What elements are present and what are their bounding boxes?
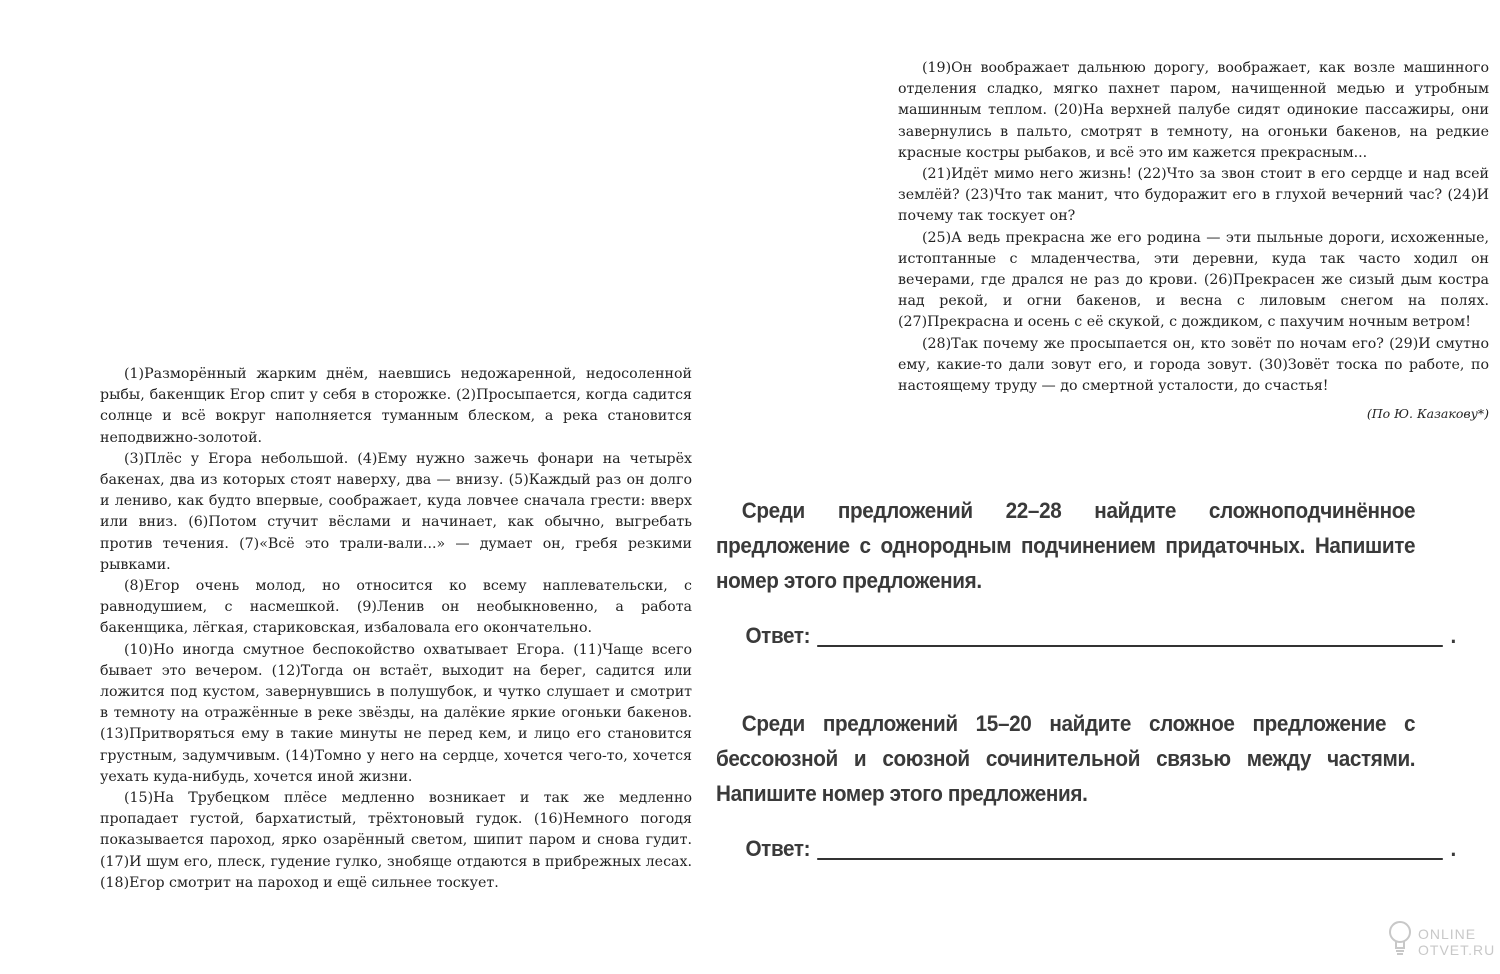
task-question: Среди предложений 22–28 найдите сложноподчинённое предложение с однородным подчинением придаточных. Напишите номер этого предложения. [716,498,1416,593]
answer-end-mark: . [1450,836,1456,861]
paragraph: (15)На Трубецком плёсе медленно возникает и так же медленно пропадает густой, бархатистый, трёхтоновый гудок. (16)Немного погодя показывается пароход, ярко озарённый светом, шипит паром и снова гудит. (17)И шум его, плеск, гудение гулко, знобяще отдаются в прибрежных лесах. (18)Егор смотрит на пароход и ещё сильнее тоскует. [100,790,692,891]
answer-row [745,831,1456,866]
paragraph: (19)Он воображает дальнюю дорогу, воображает, как возле машинного отделения сладко, мягко пахнет паром, начищенной медью и утробным машинным теплом. (20)На верхней палубе сидят одинокие пассажиры, они завернулись в пальто, смотрят в темноту, на огоньки бакенов, на редкие красные костры рыбаков, и всё это им кажется прекрасным... [898,60,1489,161]
paragraph: (25)А ведь прекрасна же его родина — эти пыльные дороги, исхоженные, истоптанные с младенчества, эти деревни, куда так часто ходил он вечерами, где дрался не раз до крови. (26)Прекрасен же сизый дым костра над рекой, и огни бакенов, и весна с лиловым снегом на полях. (27)Прекрасна и осень с её скукой, с дождиком, с пахучим ночным ветром! [898,229,1489,331]
answer-label: Ответ: [745,623,811,648]
source-attribution: (По Ю. Казакову*) [1366,406,1489,422]
left-text-column [100,364,692,894]
task-question: Среди предложений 15–20 найдите сложное предложение с бессоюзной и союзной сочинительной связью между частями. Напишите номер этого предложения. [716,711,1416,806]
watermark-line-1: ONLINE [1418,925,1477,942]
answer-field[interactable] [818,836,1444,860]
task-block-1 [716,493,1456,653]
paragraph: (10)Но иногда смутное беспокойство охватывает Егора. (11)Чаще всего бывает это вечером. (12)Тогда он встаёт, выходит на берег, садится или ложится под кустом, завернувшись в полушубок, и чутко слушает и смотрит в темноту на отражённые в реке звёзды, на далёкие яркие огоньки бакенов. (13)Притворяться ему в такие минуты не перед кем, и лицо его становится грустным, задумчивым. (14)Томно у него на сердце, хочется чего-то, хочется уехать куда-нибудь, хочется иной жизни. [100,641,692,785]
answer-end-mark: . [1450,623,1456,648]
task-block-2 [716,706,1456,866]
watermark-text [1418,926,1495,958]
watermark-line-2: OTVET.RU [1418,941,1496,958]
lightbulb-icon [1388,920,1412,963]
paragraph: (8)Егор очень молод, но относится ко всему наплевательски, с равнодушием, с насмешкой. (9)Ленив он необыкновенно, а работа бакенщика, лёгкая, стариковская, избаловала его окончательно. [100,578,692,637]
paragraph: (28)Так почему же просыпается он, кто зовёт по ночам его? (29)И смутно ему, какие-то дали зовут его, и города зовут. (30)Зовёт тоска по работе, по настоящему труду — до смертной усталости, до счастья! [898,335,1489,395]
answer-field[interactable] [818,623,1444,647]
watermark [1388,920,1495,963]
right-text-column [898,58,1489,424]
paragraph: (3)Плёс у Егора небольшой. (4)Ему нужно зажечь фонари на четырёх бакенах, два из которых стоят наверху, два — внизу. (5)Каждый раз он долго и лениво, как будто впервые, соображает, куда ловчее сначала грести: вверх или вниз. (6)Потом стучит вёслами и начинает, как обычно, выгребать против течения. (7)«Всё это трали-вали...» — думает он, гребя резкими рывками. [100,450,692,573]
paragraph: (21)Идёт мимо него жизнь! (22)Что за звон стоит в его сердце и над всей землёй? (23)Что так манит, что будоражит его в глухой вечерний час? (24)И почему так тоскует он? [898,166,1489,225]
paragraph: (1)Разморённый жарким днём, наевшись недожаренной, недосоленной рыбы, бакенщик Егор спит у себя в сторожке. (2)Просыпается, когда садится солнце и всё вокруг наполняется туманным блеском, а река становится неподвижно-золотой. [100,366,692,446]
answer-row [745,618,1456,653]
answer-label: Ответ: [745,836,811,861]
